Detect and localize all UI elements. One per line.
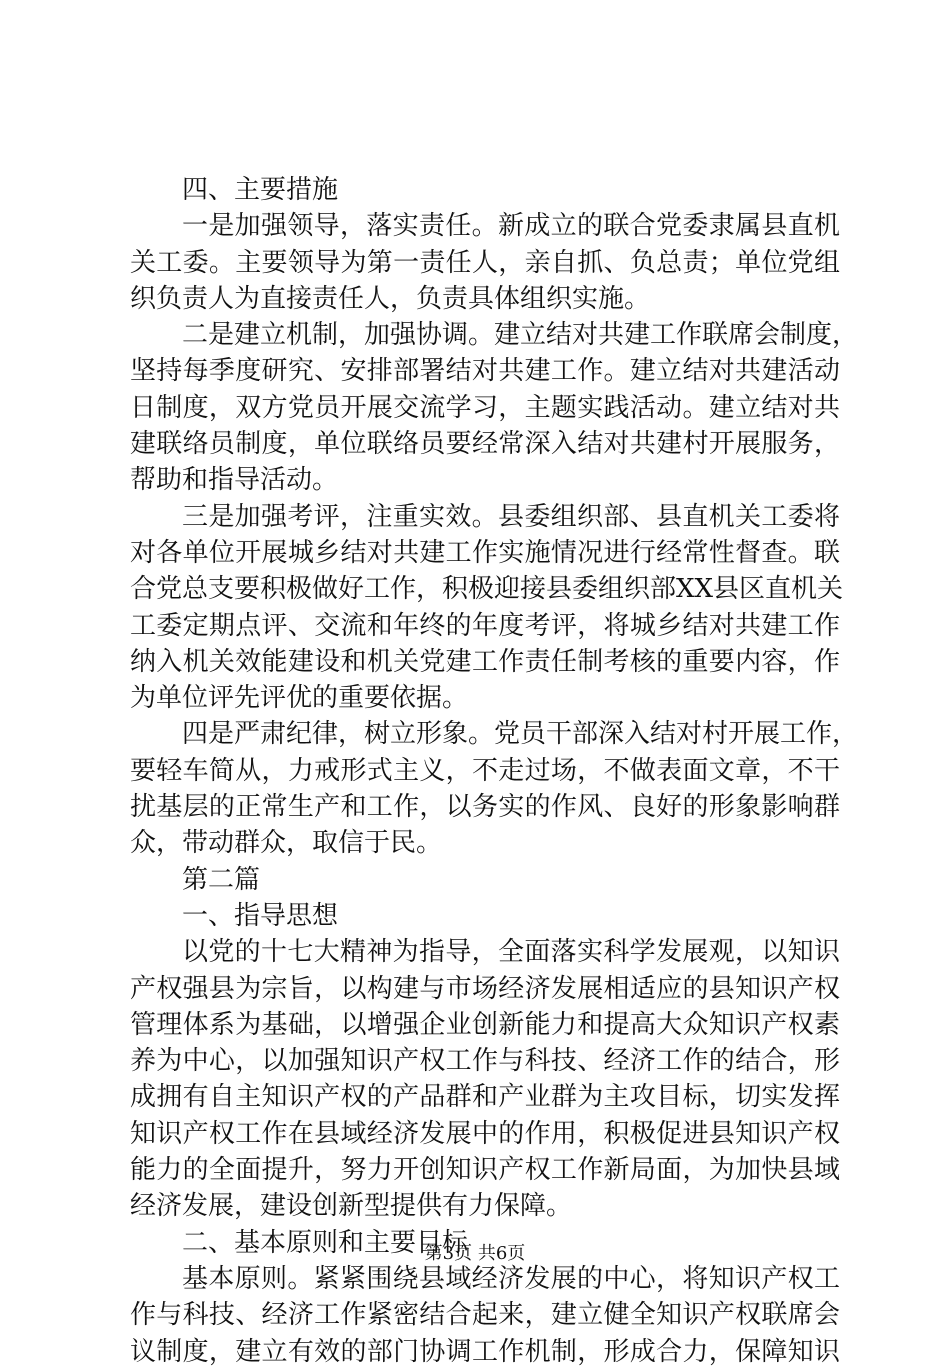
text-line: 为单位评先评优的重要依据。	[130, 683, 469, 714]
page-number-label: 第3页 共6页	[424, 1243, 526, 1264]
text-line: 作与科技、经济工作紧密结合起来，建立健全知识产权联席会	[130, 1300, 840, 1331]
text-line: 众，带动群众，取信于民。	[130, 828, 443, 859]
text-line: 日制度，双方党员开展交流学习，主题实践活动。建立结对共	[130, 392, 840, 423]
text-line: 能力的全面提升，努力开创知识产权工作新局面，为加快县域	[130, 1155, 840, 1186]
text-line: 要轻车简从，力戒形式主义，不走过场，不做表面文章，不干	[130, 755, 840, 786]
text-line: 工委定期点评、交流和年终的年度考评，将城乡结对共建工作	[130, 610, 840, 641]
text-line: 二是建立机制，加强协调。建立结对共建工作联席会制度，	[182, 320, 859, 351]
text-line: 经济发展，建设创新型提供有力保障。	[130, 1191, 573, 1222]
page-footer	[0, 1242, 950, 1266]
text-line: 帮助和指导活动。	[130, 465, 339, 496]
text-line: 议制度，建立有效的部门协调工作机制，形成合力，保障知识	[130, 1336, 840, 1367]
text-line: 养为中心，以加强知识产权工作与科技、经济工作的结合，形	[130, 1046, 840, 1077]
text-line: 合党总支要积极做好工作，积极迎接县委组织部XX县区直机关	[130, 574, 844, 605]
text-line: 管理体系为基础，以增强企业创新能力和提高大众知识产权素	[130, 1009, 840, 1040]
document-body	[130, 172, 859, 1370]
text-line: 关工委。主要领导为第一责任人，亲自抓、负总责；单位党组	[130, 247, 840, 278]
text-line: 坚持每季度研究、安排部署结对共建工作。建立结对共建活动	[130, 356, 840, 387]
text-line: 对各单位开展城乡结对共建工作实施情况进行经常性督查。联	[130, 537, 840, 568]
text-line: 知识产权工作在县域经济发展中的作用，积极促进县知识产权	[130, 1118, 840, 1149]
text-line: 建联络员制度，单位联络员要经常深入结对共建村开展服务，	[130, 429, 840, 460]
text-line: 一、指导思想	[182, 900, 339, 931]
text-line: 第二篇	[182, 864, 261, 895]
text-line: 织负责人为直接责任人，负责具体组织实施。	[130, 283, 651, 314]
text-line: 一是加强领导，落实责任。新成立的联合党委隶属县直机	[182, 211, 840, 242]
text-line: 纳入机关效能建设和机关党建工作责任制考核的重要内容，作	[130, 646, 840, 677]
text-line: 以党的十七大精神为指导，全面落实科学发展观，以知识	[182, 937, 840, 968]
text-line: 成拥有自主知识产权的产品群和产业群为主攻目标，切实发挥	[130, 1082, 840, 1113]
text-line: 基本原则。紧紧围绕县域经济发展的中心，将知识产权工	[182, 1263, 840, 1294]
text-line: 产权强县为宗旨，以构建与市场经济发展相适应的县知识产权	[130, 973, 840, 1004]
text-line: 四是严肃纪律，树立形象。党员干部深入结对村开展工作，	[182, 719, 859, 750]
text-line: 三是加强考评，注重实效。县委组织部、县直机关工委将	[182, 501, 840, 532]
text-line: 二、基本原则和主要目标	[182, 1227, 469, 1258]
text-line: 四、主要措施	[182, 175, 339, 205]
text-line: 扰基层的正常生产和工作，以务实的作风、良好的形象影响群	[130, 792, 840, 823]
